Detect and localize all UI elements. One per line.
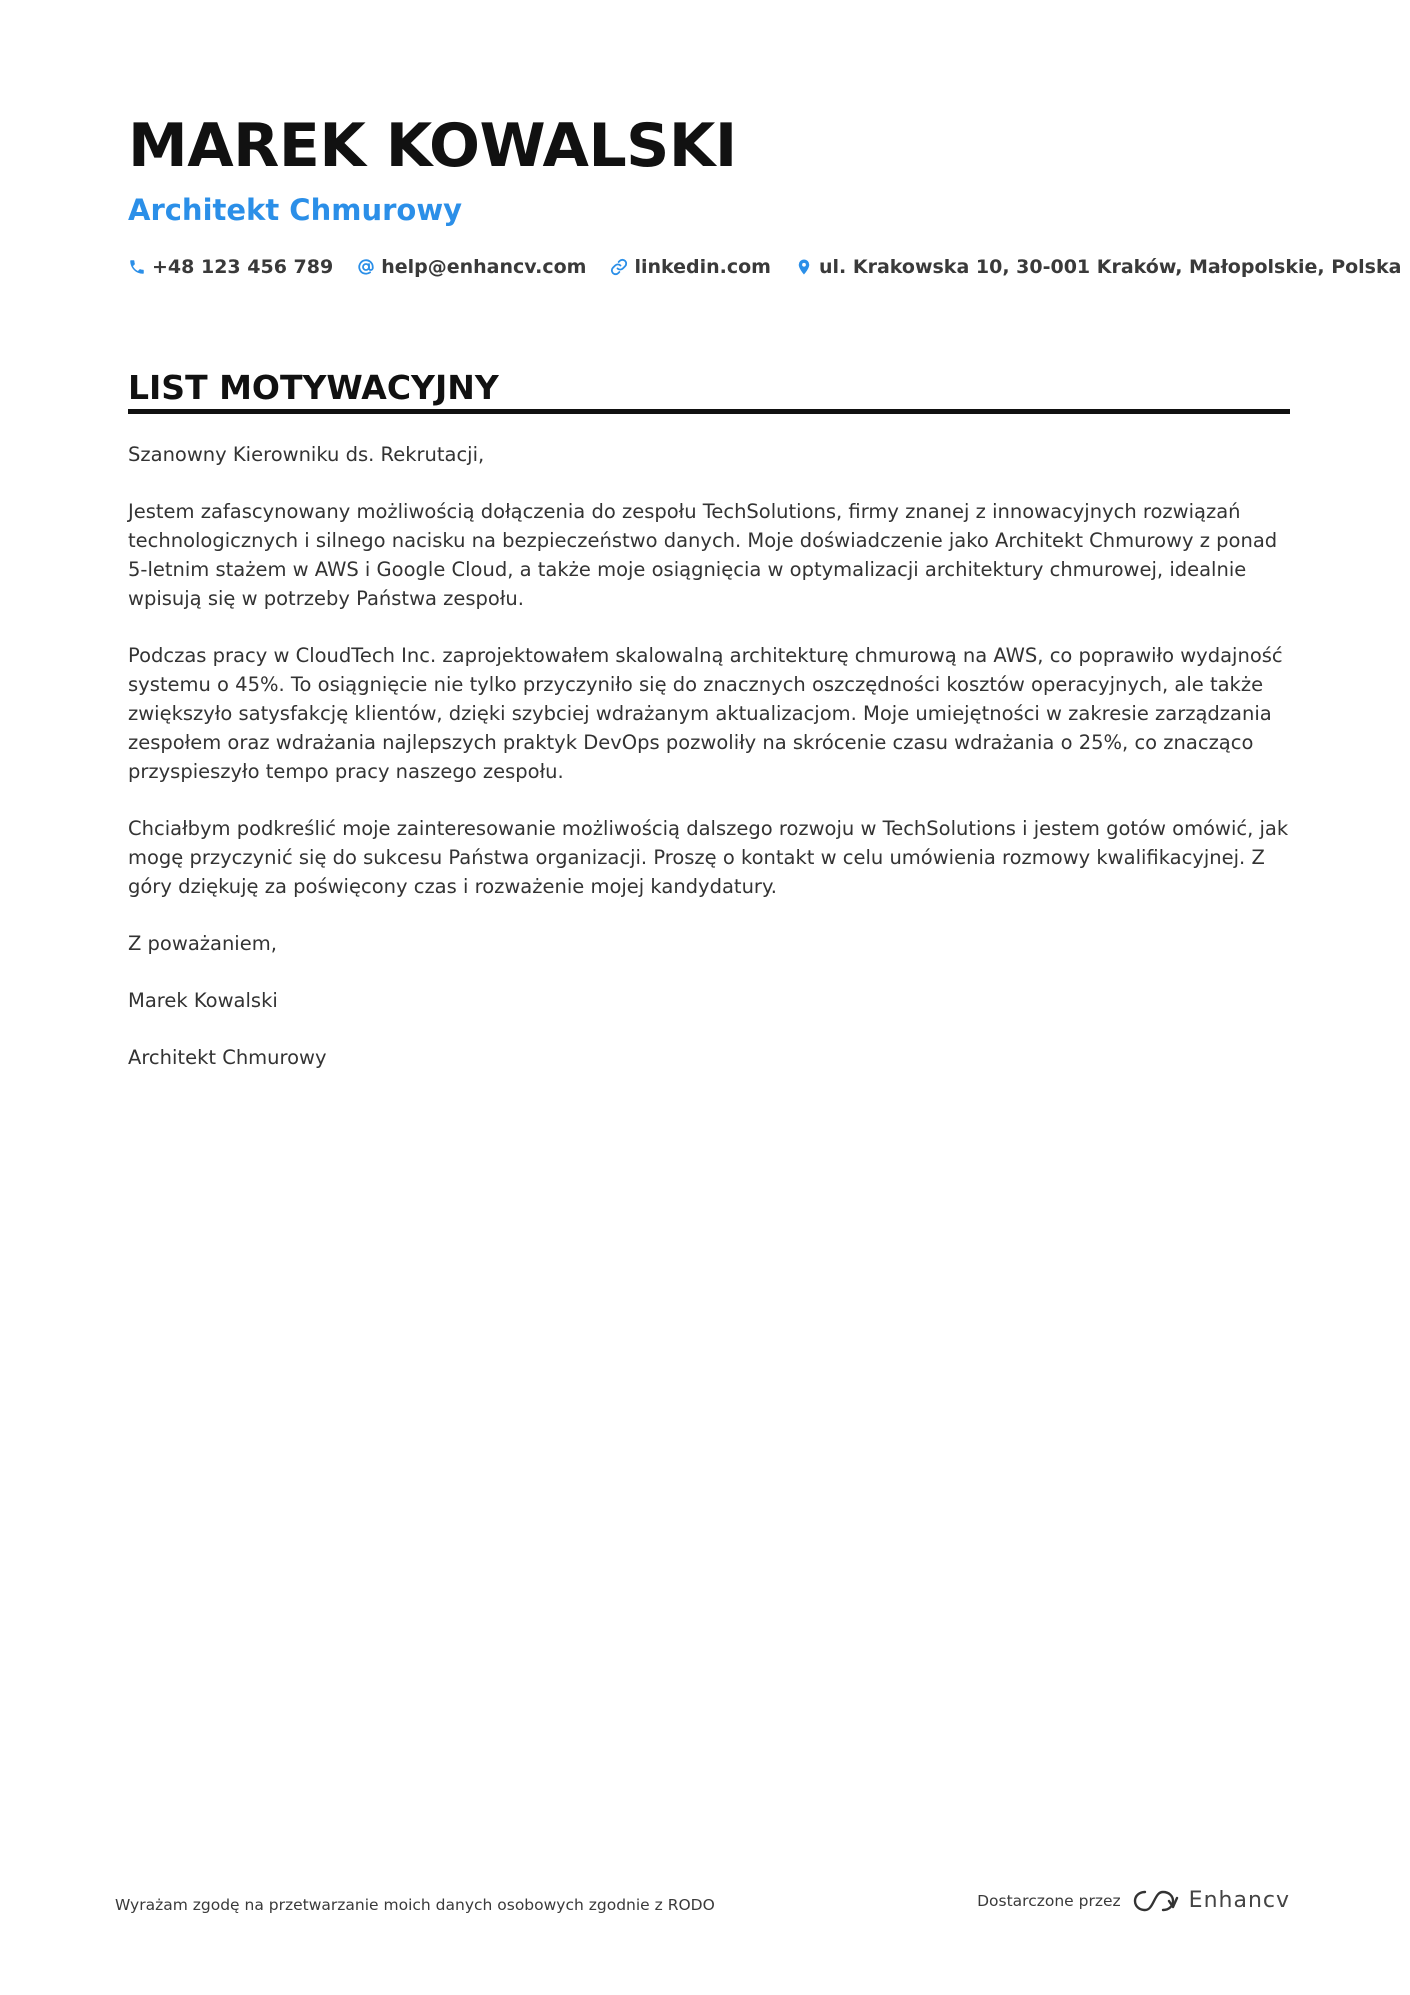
enhancv-logo-icon	[1133, 1888, 1179, 1914]
at-sign-icon	[357, 258, 375, 276]
brand-name: Enhancv	[1188, 1888, 1290, 1913]
letter-closing: Z poważaniem,	[128, 932, 277, 955]
email-text: help@enhancv.com	[381, 256, 587, 278]
address-text: ul. Krakowska 10, 30-001 Kraków, Małopolskie, Polska	[818, 256, 1402, 278]
contact-address	[795, 252, 1401, 282]
powered-by-label: Dostarczone przez	[977, 1892, 1121, 1910]
link-icon	[610, 258, 628, 276]
contact-email[interactable]	[357, 252, 586, 282]
section-title: LIST MOTYWACYJNY	[128, 368, 499, 407]
letter-paragraph-1: Jestem zafascynowany możliwością dołączenia do zespołu TechSolutions, firmy znanej z innowacyjnych rozwiązań technologicznych i silnego nacisku na bezpieczeństwo danych. Moje doświadczenie jako Architekt Chmurowy z ponad 5-letnim stażem w AWS i Google Cloud, a także moje osiągnięcia w optymalizacji architektury chmurowej, idealnie wpisują się w potrzeby Państwa zespołu.	[128, 500, 1278, 610]
contact-bar	[128, 252, 1401, 282]
section-divider	[128, 409, 1290, 414]
letter-greeting: Szanowny Kierowniku ds. Rekrutacji,	[128, 443, 485, 466]
powered-by[interactable]	[977, 1888, 1290, 1914]
contact-website[interactable]	[610, 252, 771, 282]
letter-body	[128, 440, 1293, 1100]
letter-paragraph-3: Chciałbym podkreślić moje zainteresowanie możliwością dalszego rozwoju w TechSolutions i jestem gotów omówić, jak mogę przyczynić się do sukcesu Państwa organizacji. Proszę o kontakt w celu umówienia rozmowy kwalifikacyjnej. Z góry dziękuję za poświęcony czas i rozważenie mojej kandydatury.	[128, 817, 1289, 898]
map-pin-icon	[795, 258, 813, 276]
gdpr-consent: Wyrażam zgodę na przetwarzanie moich danych osobowych zgodnie z RODO	[115, 1896, 715, 1914]
signature-title: Architekt Chmurowy	[128, 1046, 327, 1069]
phone-icon	[128, 258, 146, 276]
signature-name: Marek Kowalski	[128, 989, 278, 1012]
applicant-job-title: Architekt Chmurowy	[128, 193, 463, 227]
letter-paragraph-2: Podczas pracy w CloudTech Inc. zaprojektowałem skalowalną architekturę chmurową na AWS, co poprawiło wydajność systemu o 45%. To osiągnięcie nie tylko przyczyniło się do znacznych oszczędności kosztów operacyjnych, ale także zwiększyło satysfakcję klientów, dzięki szybciej wdrażanym aktualizacjom. Moje umiejętności w zakresie zarządzania zespołem oraz wdrażania najlepszych praktyk DevOps pozwoliły na skrócenie czasu wdrażania o 25%, co znacząco przyspieszyło tempo pracy naszego zespołu.	[128, 644, 1283, 783]
phone-text: +48 123 456 789	[152, 256, 334, 278]
contact-phone	[128, 252, 333, 282]
website-text: linkedin.com	[634, 256, 771, 278]
applicant-name: MAREK KOWALSKI	[128, 111, 737, 181]
